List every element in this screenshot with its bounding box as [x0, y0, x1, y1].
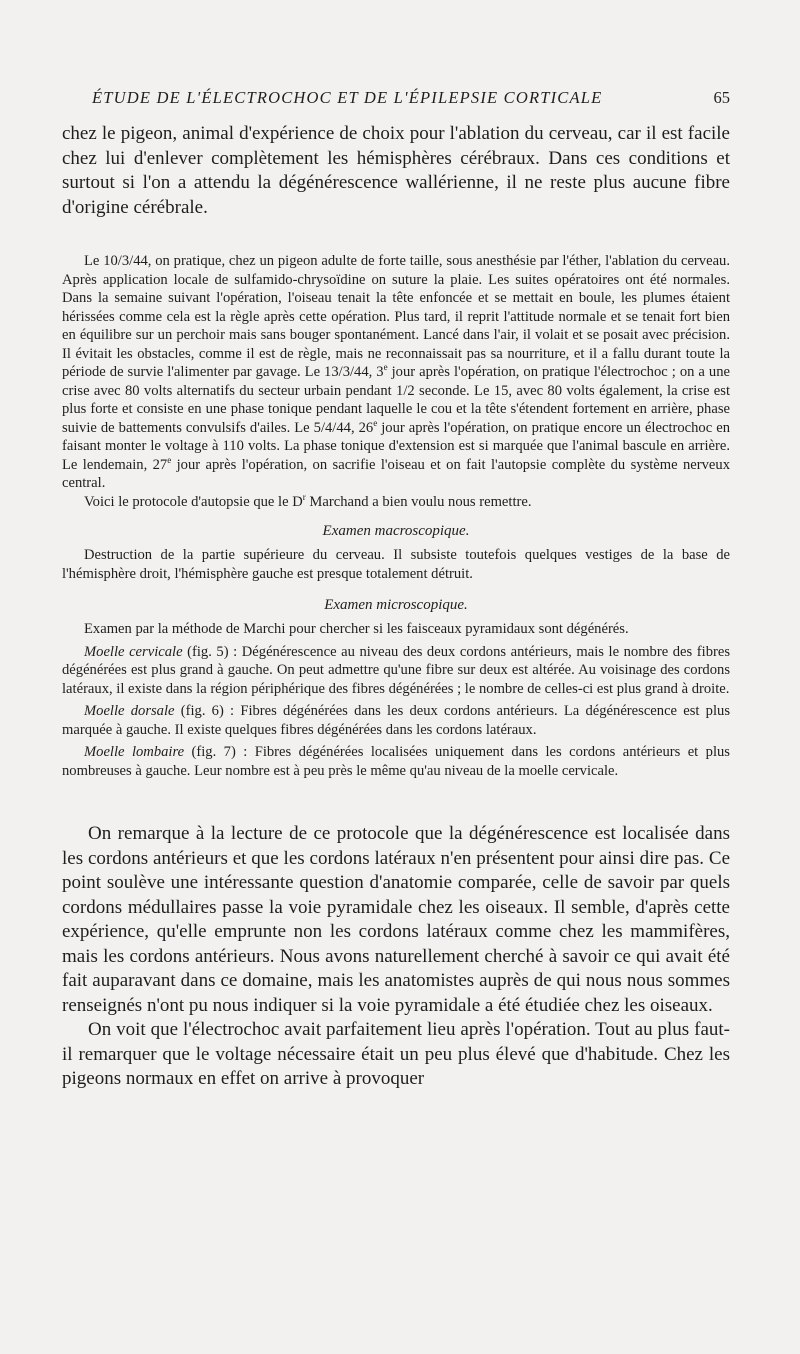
lumbar-label: Moelle lombaire — [84, 744, 185, 760]
heading-microscopic: Examen microscopique. — [324, 597, 468, 613]
lumbar-text: (fig. 7) : Fibres dégénérées localisées uniquement dans les cordons antérieurs et plus nombreuses à gauche. Leur nombre est à peu près le même qu'au niveau de la moelle cervicale. — [62, 744, 730, 779]
protocol-text-d: jour après l'opération, on sacrifie l'oiseau et on fait l'autopsie complète du système nerveux central. — [62, 456, 731, 491]
protocol-block — [62, 252, 730, 780]
cervical-text: (fig. 5) : Dégénérescence au niveau des deux cordons antérieurs, mais le nombre des fibres dégénérées est plus grand à gauche. On peut admettre qu'une fibre sur deux est altérée. Au voisinage des cordons latéraux, il existe dans la région périphérique des fibres dégénérées ; le nombre de celles-ci est plus grand à droite. — [62, 643, 731, 697]
cervical-paragraph — [62, 643, 730, 699]
title-suffix: r — [302, 491, 306, 502]
heading-macroscopic: Examen macroscopique. — [322, 523, 470, 539]
intro-paragraph: chez le pigeon, animal d'expérience de choix pour l'ablation du cerveau, car il est facile chez lui d'enlever complètement les hémisphères cérébraux. Dans ces conditions et surtout si l'on a attendu la dégénérescence wallérienne, il ne reste plus aucune fibre d'origine cérébrale. — [62, 123, 730, 218]
autopsy-intro — [62, 493, 730, 512]
protocol-paragraph — [62, 252, 730, 493]
page-number: 65 — [713, 88, 730, 107]
microscopic-text: Examen par la méthode de Marchi pour chercher si les faisceaux pyramidaux sont dégénérés. — [84, 621, 629, 637]
ordinal-suffix: e — [167, 454, 172, 465]
autopsy-intro-a: Voici le protocole d'autopsie que le D — [84, 493, 303, 510]
conclusion-block — [62, 822, 730, 1092]
protocol-text-c: jour après l'opération, on pratique encore un électrochoc en faisant monter le voltage à 110 volts. La phase tonique d'extension est si marquée que l'animal bascule en arrière. Le lendemain, 27 — [62, 419, 730, 473]
lumbar-paragraph — [62, 743, 730, 780]
ordinal-suffix: e — [373, 417, 378, 428]
dorsal-label: Moelle dorsale — [84, 703, 175, 719]
running-title: ÉTUDE DE L'ÉLECTROCHOC ET DE L'ÉPILEPSIE CORTICALE — [92, 88, 603, 107]
dorsal-paragraph — [62, 702, 730, 739]
page — [62, 88, 730, 1092]
macroscopic-text: Destruction de la partie supérieure du cerveau. Il subsiste toutefois quelques vestiges de la base de l'hémisphère droit, l'hémisphère gauche est presque totalement détruit. — [62, 547, 730, 582]
conclusion-paragraph-1: On remarque à la lecture de ce protocole que la dégénérescence est localisée dans les cordons antérieurs et que les cordons latéraux n'en présentent pour ainsi dire pas. Ce point soulève une intéressante question d'anatomie comparée, celle de savoir par quels cordons médullaires passe la voie pyramidale chez les oiseaux. Il semble, d'après cette expérience, qu'elle emprunte non les cordons latéraux comme chez les mammifères, mais les cordons antérieurs. Nous avons naturellement cherché à savoir ce qui avait été fait auparavant dans ce domaine, mais les anatomistes auprès de qui nous nous sommes renseignés n'ont pu nous indiquer si la voie pyramidale a été étudiée chez les oiseaux. — [62, 823, 730, 1016]
protocol-text-a: Le 10/3/44, on pratique, chez un pigeon adulte de forte taille, sous anesthésie par l'éther, l'ablation du cerveau. Après application locale de sulfamido-chrysoïdine on suture la plaie. Les suites opératoires ont été normales. Dans la semaine suivant l'opération, l'oiseau tenait la tête enfoncée et se mettait en boule, les plumes étaient hérissées comme cela est la règle après cette opération. Plus tard, il reprit l'attitude normale et se tenait fort bien en équilibre sur un perchoir mais sans bouger spontanément. Lancé dans l'air, il volait et se posait avec précision. Il évitait les obstacles, comme il est de règle, mais ne reconnaissait pas sa nourriture, et il a fallu durant toute la période de survie l'alimenter par gavage. Le 13/3/44, 3 — [62, 253, 730, 380]
protocol-text-b: jour après l'opération, on pratique l'électrochoc ; on a une crise avec 80 volts alternatifs du secteur urbain pendant 1/2 seconde. Le 15, avec 80 volts également, la crise est plus forte et consiste en une phase tonique pendant laquelle le cou et la tête s'étendent fortement en arrière, phase suivie de battements convulsifs d'ailes. Le 5/4/44, 26 — [62, 364, 730, 436]
dorsal-text: (fig. 6) : Fibres dégénérées dans les deux cordons antérieurs. La dégénérescence est plus marquée à gauche. Il existe quelques fibres dégénérées dans les cordons latéraux. — [62, 703, 730, 738]
autopsy-intro-b: Marchand a bien voulu nous remettre. — [305, 493, 532, 510]
running-header — [92, 88, 730, 118]
conclusion-paragraph-2: On voit que l'électrochoc avait parfaitement lieu après l'opération. Tout au plus faut-il remarquer que le voltage nécessaire était un peu plus élevé que d'habitude. Chez les pigeons normaux en effet on arrive à provoquer — [62, 1019, 730, 1089]
ordinal-suffix: e — [383, 362, 388, 373]
cervical-label: Moelle cervicale — [84, 643, 183, 660]
